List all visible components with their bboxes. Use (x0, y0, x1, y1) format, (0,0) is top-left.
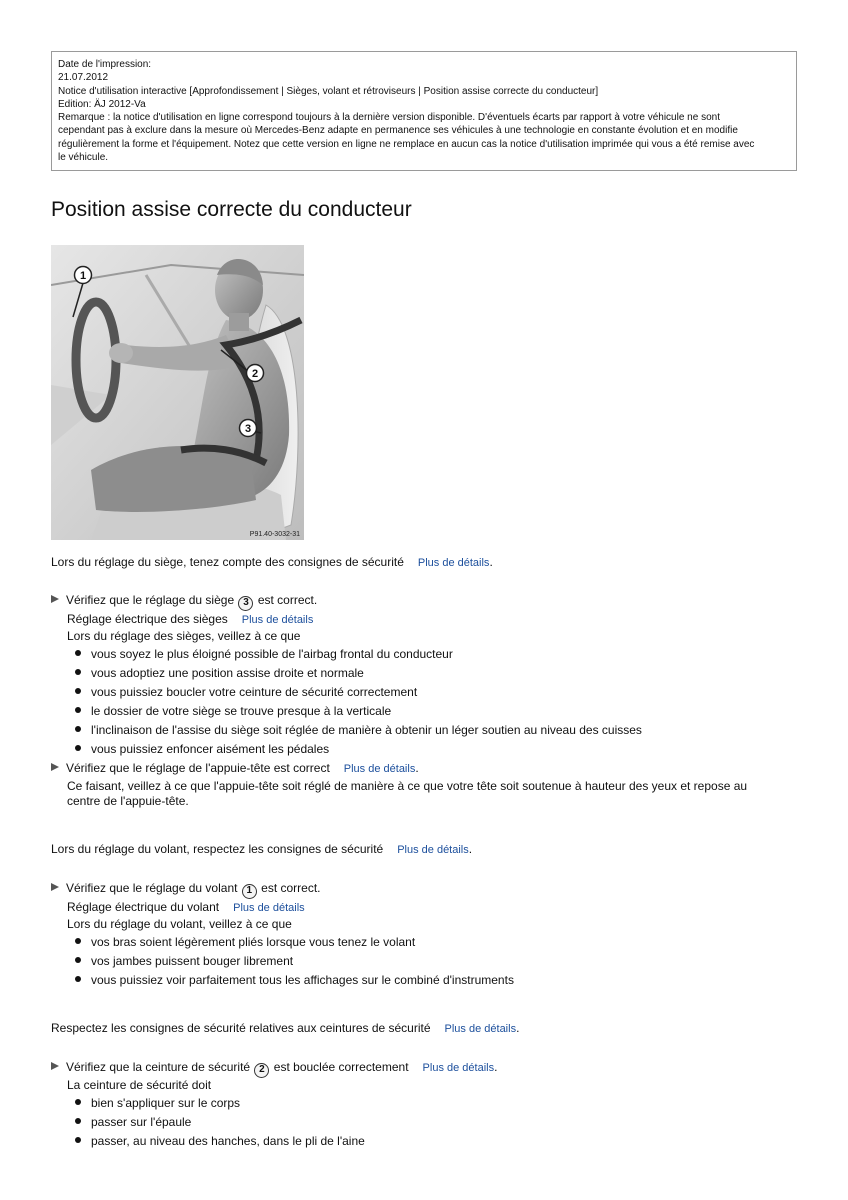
bullet-icon (75, 650, 81, 656)
bullet-icon (75, 688, 81, 694)
belt-safety-link[interactable]: Plus de détails (444, 1023, 517, 1035)
seat-step (51, 593, 317, 611)
period: . (489, 555, 493, 569)
belt-step-text-a: Vérifiez que la ceinture de sécurité (66, 1060, 251, 1074)
seat-care: Lors du réglage des sièges, veillez à ce que (67, 629, 301, 643)
wheel-electric-row (67, 900, 305, 916)
illustration-drawing (51, 245, 304, 540)
headrest-text-2: centre de l'appuie-tête. (67, 794, 189, 808)
bullet-icon (75, 1137, 81, 1143)
seat-electric-link[interactable]: Plus de détails (241, 614, 314, 626)
belt-intro-text: Respectez les consignes de sécurité relatives aux ceintures de sécurité (51, 1021, 431, 1035)
list-item-text: vos bras soient légèrement pliés lorsque vous tenez le volant (91, 935, 416, 949)
list-item-text: vous adoptiez une position assise droite et normale (91, 666, 364, 680)
edition: Edition: ÄJ 2012-Va (58, 98, 146, 110)
bullet-icon (75, 976, 81, 982)
svg-text:3: 3 (244, 423, 252, 435)
wheel-step-text-b: est correct. (261, 881, 321, 895)
bullet-icon (75, 938, 81, 944)
seat-electric-row (67, 612, 313, 628)
callout-2 (247, 365, 264, 382)
list-item (75, 954, 293, 969)
seat-safety-link[interactable]: Plus de détails (417, 557, 490, 569)
callout-1 (75, 267, 92, 284)
step-arrow-icon (51, 1062, 59, 1070)
bullet-icon (75, 707, 81, 713)
bullet-icon (75, 726, 81, 732)
svg-text:2: 2 (251, 368, 259, 380)
belt-must: La ceinture de sécurité doit (67, 1078, 212, 1092)
list-item-text: passer, au niveau des hanches, dans le pli de l'aine (91, 1134, 365, 1148)
list-item (75, 723, 642, 738)
period: . (468, 842, 473, 856)
list-item (75, 742, 329, 757)
remark-line-4: le véhicule. (58, 152, 109, 164)
callout-3-icon: 3 (238, 596, 253, 611)
remark-line-1: Remarque : la notice d'utilisation en ligne correspond toujours à la dernière version disponible. D'éventuels écarts par rapport à votre véhicule ne sont (58, 112, 720, 124)
seat-intro (51, 555, 493, 571)
list-item (75, 647, 453, 662)
list-item (75, 704, 391, 719)
seat-step-text-a: Vérifiez que le réglage du siège (66, 593, 235, 607)
list-item (75, 1096, 240, 1111)
driver-seating-illustration (51, 245, 304, 540)
bullet-icon (75, 669, 81, 675)
callout-1-icon: 1 (242, 884, 257, 899)
list-item-text: vous puissiez boucler votre ceinture de sécurité correctement (91, 685, 418, 699)
bullet-icon (75, 957, 81, 963)
list-item-text: vous soyez le plus éloigné possible de l'airbag frontal du conducteur (91, 647, 453, 661)
list-item-text: le dossier de votre siège se trouve presque à la verticale (91, 704, 392, 718)
list-item-text: vos jambes puissent bouger librement (91, 954, 294, 968)
list-item (75, 1134, 365, 1149)
print-info-box (51, 51, 797, 171)
wheel-care: Lors du réglage du volant, veillez à ce que (67, 917, 292, 931)
list-item-text: passer sur l'épaule (91, 1115, 192, 1129)
belt-step-text-b: est bouclée correctement (273, 1060, 409, 1074)
step-arrow-icon (51, 763, 59, 771)
wheel-safety-link[interactable]: Plus de détails (397, 844, 469, 856)
list-item-text: bien s'appliquer sur le corps (91, 1096, 241, 1110)
headrest-link[interactable]: Plus de détails (343, 763, 416, 775)
page-title: Position assise correcte du conducteur (51, 198, 412, 221)
print-date: 21.07.2012 (58, 72, 109, 84)
wheel-electric-text: Réglage électrique du volant (67, 900, 220, 914)
seat-intro-text: Lors du réglage du siège, tenez compte des consignes de sécurité (51, 555, 404, 569)
wheel-intro-text: Lors du réglage du volant, respectez les consignes de sécurité (51, 842, 384, 856)
seat-electric-text: Réglage électrique des sièges (67, 612, 228, 626)
step-arrow-icon (51, 883, 59, 891)
bullet-icon (75, 1099, 81, 1105)
list-item (75, 973, 514, 988)
callout-2-icon: 2 (254, 1063, 269, 1078)
bullet-icon (75, 1118, 81, 1124)
list-item-text: l'inclinaison de l'assise du siège soit réglée de manière à obtenir un léger soutien au niveau des cuisses (91, 723, 642, 737)
remark-line-2: cependant pas à exclure dans la mesure où Mercedes-Benz adapte en permanence ses véhicules à une technologie en constante évolution et en modifie (58, 125, 738, 137)
headrest-step (51, 761, 419, 777)
period: . (415, 761, 419, 775)
belt-step (51, 1060, 497, 1078)
callout-3 (240, 420, 257, 437)
list-item (75, 935, 415, 950)
list-item (75, 1115, 191, 1130)
step-arrow-icon (51, 595, 59, 603)
headrest-step-text: Vérifiez que le réglage de l'appuie-tête est correct (66, 761, 330, 775)
wheel-step (51, 881, 321, 899)
list-item (75, 666, 364, 681)
list-item-text: vous puissiez enfoncer aisément les pédales (91, 742, 330, 756)
belt-intro (51, 1021, 519, 1037)
wheel-electric-link[interactable]: Plus de détails (233, 902, 305, 914)
breadcrumb: Notice d'utilisation interactive [Approfondissement | Sièges, volant et rétroviseurs | Position assise correcte du conducteur] (58, 85, 599, 97)
list-item-text: vous puissiez voir parfaitement tous les affichages sur le combiné d'instruments (91, 973, 514, 987)
wheel-step-text-a: Vérifiez que le réglage du volant (66, 881, 238, 895)
remark-line-3: régulièrement la forme et l'équipement. Notez que cette version en ligne ne remplace en aucun cas la notice d'utilisation imprimée qui vous a été remise avec (58, 138, 755, 150)
list-item (75, 685, 417, 700)
wheel-intro (51, 842, 472, 858)
bullet-icon (75, 745, 81, 751)
headrest-text-1: Ce faisant, veillez à ce que l'appuie-tête soit réglé de manière à ce que votre tête soit soutenue à hauteur des yeux et repose au (67, 779, 748, 793)
seat-step-text-b: est correct. (257, 593, 318, 607)
period: . (516, 1021, 520, 1035)
figure-code: P91.40-3032-31 (249, 531, 300, 538)
belt-link[interactable]: Plus de détails (422, 1062, 495, 1074)
svg-text:1: 1 (79, 270, 87, 282)
period: . (494, 1060, 498, 1074)
print-date-label: Date de l'impression: (58, 59, 152, 70)
